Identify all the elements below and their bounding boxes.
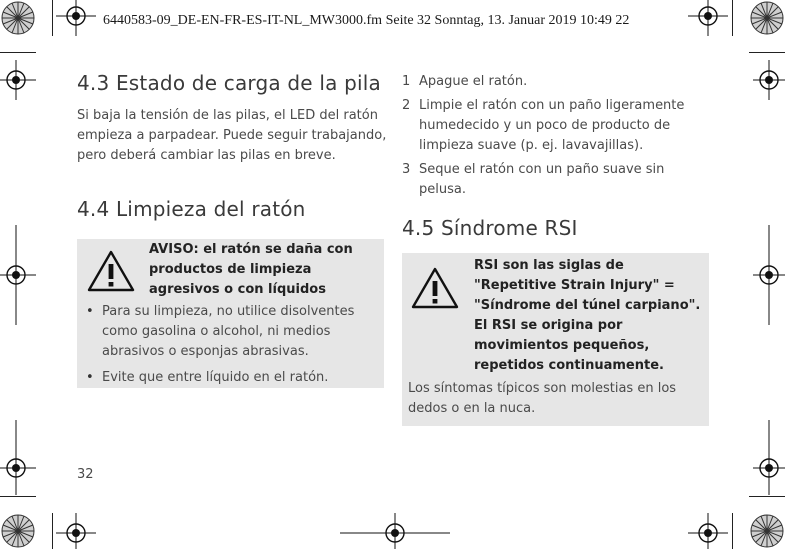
registration-mark-icon	[0, 60, 36, 100]
starburst-target-icon	[0, 513, 36, 549]
list-item: 2 Limpie el ratón con un paño ligeramente humedecido y un poco de producto de limpieza suave (p. ej. lavavajillas).	[402, 98, 685, 153]
notice-heading: AVISO: el ratón se daña con productos de limpieza agresivos o con líquidos	[149, 242, 353, 297]
registration-mark-icon	[56, 513, 96, 549]
list-item: 3 Seque el ratón con un paño suave sin pelusa.	[402, 162, 665, 197]
rsi-body: Los síntomas típicos son molestias en los dedos o en la nuca.	[408, 381, 677, 416]
cleaning-notice-box	[77, 239, 384, 388]
registration-mark-icon	[56, 0, 96, 36]
section-4-3-title: 4.3 Estado de carga de la pila	[77, 71, 381, 95]
registration-mark-icon	[688, 513, 728, 549]
section-4-5-title: 4.5 Síndrome RSI	[402, 216, 578, 240]
list-item: 1 Apague el ratón.	[402, 74, 528, 89]
list-item: • Para su limpieza, no utilice disolventes como gasolina o alcohol, ni medios abrasivos o esponjas abrasivas.	[86, 302, 376, 362]
registration-mark-icon	[0, 420, 36, 495]
starburst-target-icon	[749, 0, 785, 36]
cleaning-bullets	[86, 302, 376, 394]
page-number: 32	[77, 467, 94, 482]
warning-triangle-icon	[410, 266, 460, 310]
registration-mark-icon	[753, 60, 785, 100]
list-item: • Evite que entre líquido en el ratón.	[86, 368, 376, 388]
cleaning-steps	[402, 72, 707, 204]
registration-mark-icon	[753, 420, 785, 495]
section-4-3-body: Si baja la tensión de las pilas, el LED del ratón empieza a parpadear. Puede seguir trabajando, pero deberá cambiar las pilas en breve.	[77, 108, 387, 163]
starburst-target-icon	[749, 513, 785, 549]
warning-triangle-icon	[86, 249, 136, 293]
print-slug: 6440583-09_DE-EN-FR-ES-IT-NL_MW3000.fm Seite 32 Sonntag, 13. Januar 2019 10:49 22	[103, 13, 630, 28]
registration-mark-icon	[340, 513, 450, 549]
rsi-notice-box	[402, 253, 709, 426]
registration-mark-icon	[688, 0, 728, 36]
rsi-heading: RSI son las siglas de "Repetitive Strain Injury" = "Síndrome del túnel carpiano". El RSI se origina por movimientos pequeños, repetidos continuamente.	[474, 258, 701, 373]
registration-mark-icon	[0, 225, 36, 325]
starburst-target-icon	[0, 0, 36, 36]
section-4-4-title: 4.4 Limpieza del ratón	[77, 197, 306, 221]
registration-mark-icon	[753, 225, 785, 325]
